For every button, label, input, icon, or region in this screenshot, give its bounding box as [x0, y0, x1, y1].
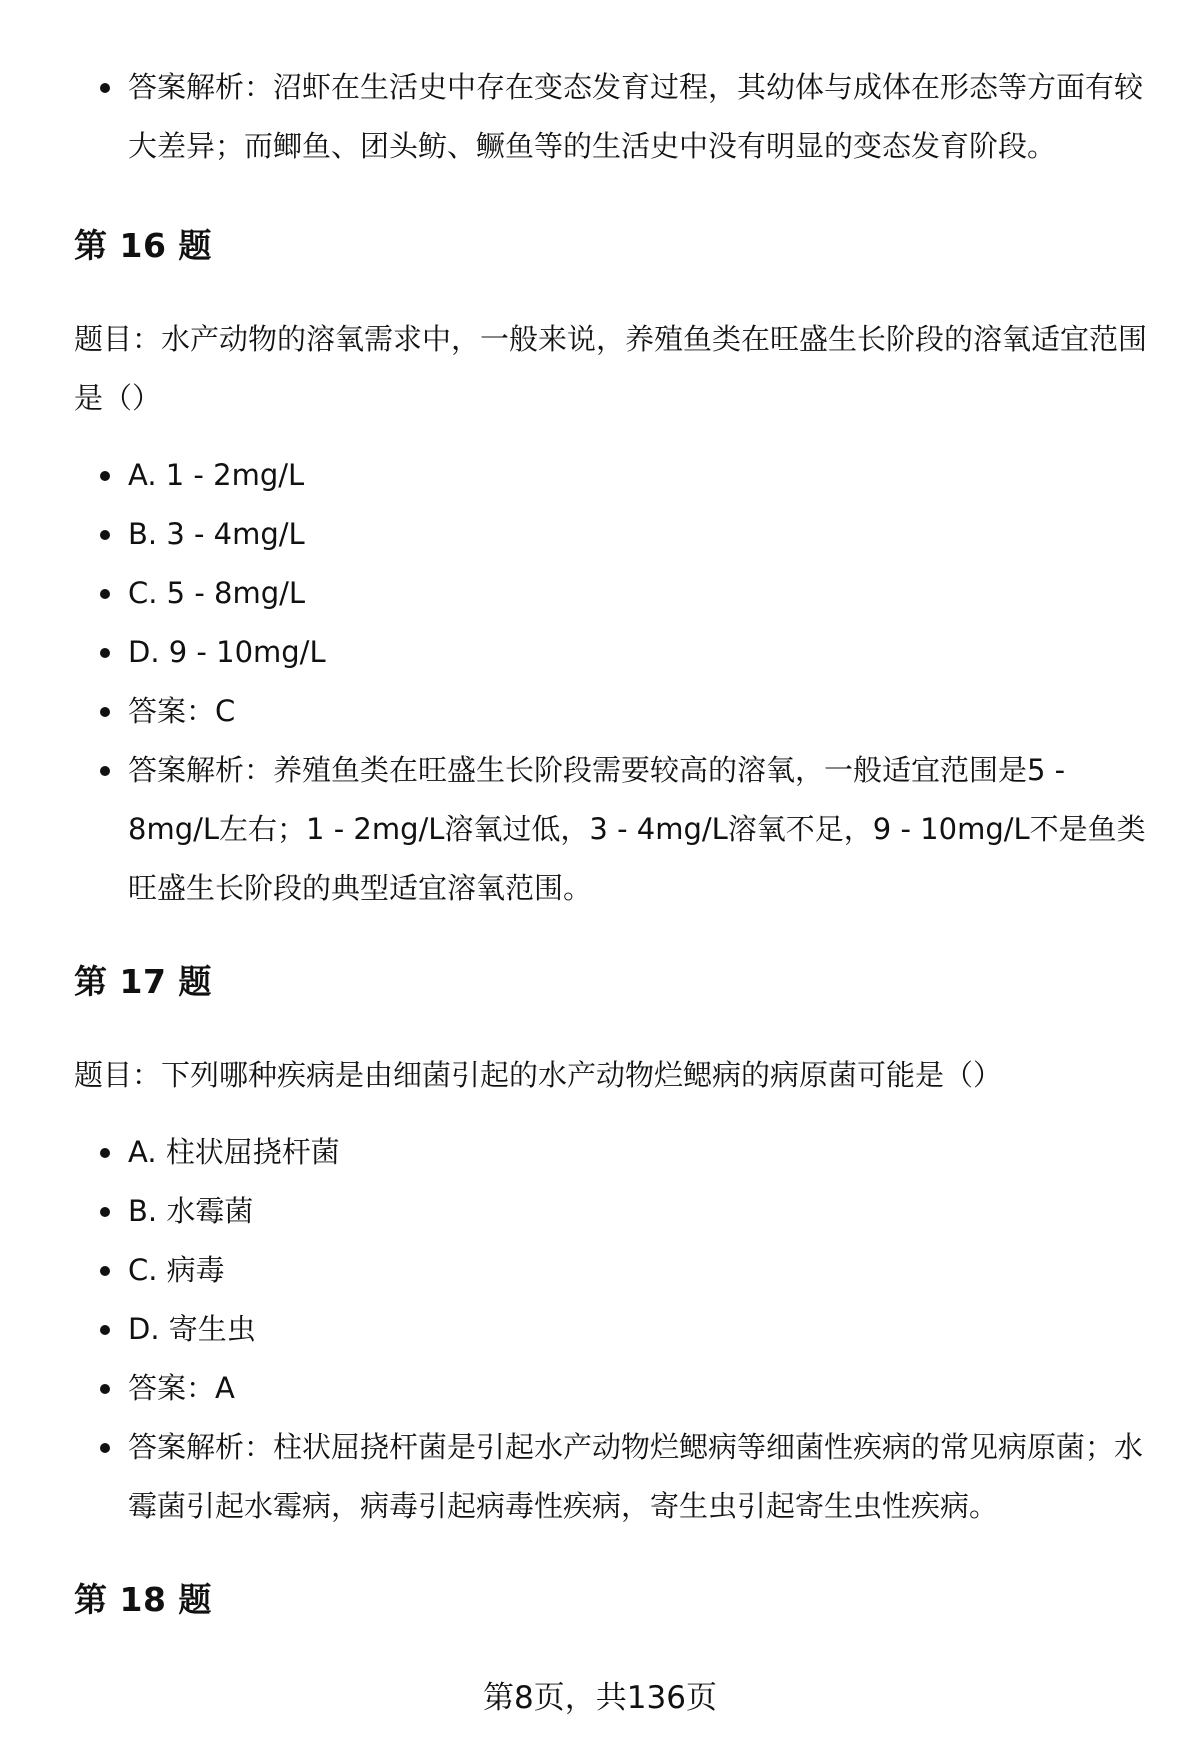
question-stem: 题目：水产动物的溶氧需求中，一般来说，养殖鱼类在旺盛生长阶段的溶氧适宜范围是（）: [74, 322, 1148, 415]
prev-question-tail: [74, 58, 1154, 176]
question-18: [74, 1570, 1154, 1630]
question-heading: 第 16 题: [74, 226, 212, 265]
answer: 答案：A: [74, 1359, 1154, 1418]
option-d: D. 寄生虫: [74, 1300, 1154, 1359]
prev-answer-analysis: 答案解析：沼虾在生活史中存在变态发育过程，其幼体与成体在形态等方面有较大差异；而鲫鱼、团头鲂、鳜鱼等的生活史中没有明显的变态发育阶段。: [74, 58, 1154, 176]
option-a: A. 柱状屈挠杆菌: [74, 1123, 1154, 1182]
question-17: [74, 952, 1154, 1536]
answer-analysis: 答案解析：养殖鱼类在旺盛生长阶段需要较高的溶氧，一般适宜范围是5 - 8mg/L左右；1 - 2mg/L溶氧过低，3 - 4mg/L溶氧不足，9 - 10mg/L不是鱼类旺盛生长阶段的典型适宜溶氧范围。: [74, 741, 1154, 918]
option-c: C. 病毒: [74, 1241, 1154, 1300]
option-d: D. 9 - 10mg/L: [74, 623, 1154, 682]
option-list: [74, 1123, 1154, 1536]
page-footer: 第8页，共136页: [483, 1680, 717, 1716]
option-a: A. 1 - 2mg/L: [74, 446, 1154, 505]
answer-analysis: 答案解析：柱状屈挠杆菌是引起水产动物烂鳃病等细菌性疾病的常见病原菌；水霉菌引起水霉病，病毒引起病毒性疾病，寄生虫引起寄生虫性疾病。: [74, 1418, 1154, 1536]
page-content: [74, 58, 1154, 1630]
question-heading: 第 18 题: [74, 1580, 212, 1619]
question-16: [74, 216, 1154, 918]
option-c: C. 5 - 8mg/L: [74, 564, 1154, 623]
option-b: B. 3 - 4mg/L: [74, 505, 1154, 564]
answer: 答案：C: [74, 682, 1154, 741]
option-list: [74, 446, 1154, 918]
question-heading: 第 17 题: [74, 962, 212, 1001]
question-stem: 题目：下列哪种疾病是由细菌引起的水产动物烂鳃病的病原菌可能是（）: [74, 1058, 1003, 1092]
option-b: B. 水霉菌: [74, 1182, 1154, 1241]
